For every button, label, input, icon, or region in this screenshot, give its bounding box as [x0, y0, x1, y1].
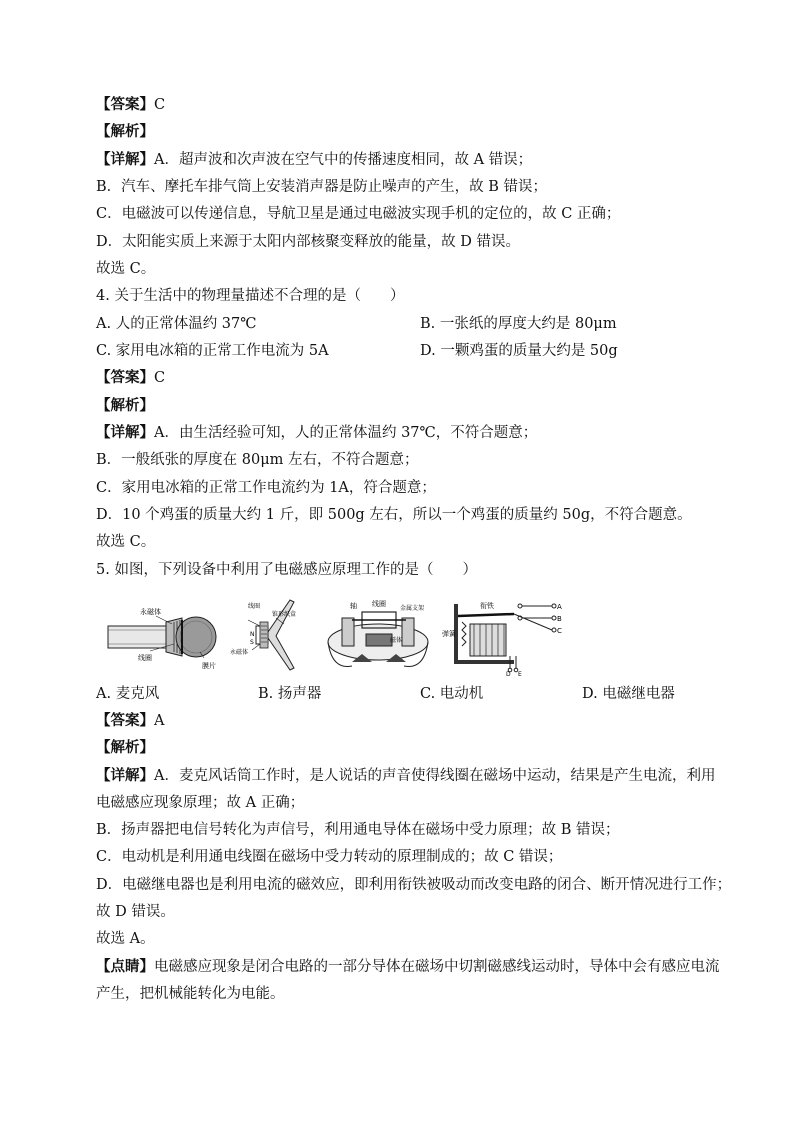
answer-tag: 【答案】 — [96, 370, 154, 386]
detail-text: A．超声波和次声波在空气中的传播速度相同，故 A 错误； — [154, 152, 533, 168]
speaker-figure — [228, 596, 308, 674]
figure-label: E — [518, 671, 522, 676]
q3-detail-line: D．太阳能实质上来源于太阳内部核聚变释放的能量，故 D 错误。 — [96, 234, 520, 250]
q3-detail-line — [96, 150, 532, 170]
q5-detail-line: 电磁感应现象原理；故 A 正确； — [96, 795, 305, 811]
q5-answer — [96, 711, 164, 731]
comment-text: 电磁感应现象是闭合电路的一部分导体在磁场中切割磁感线运动时，导体中会有感应电流 — [154, 959, 720, 975]
q5-comment-line — [96, 957, 720, 977]
q5-comment-line: 产生，把机械能转化为电能。 — [96, 986, 285, 1002]
q4-option-a: A. 人的正常体温约 37℃ — [96, 316, 257, 332]
q3-detail-line: C．电磁波可以传递信息，导航卫星是通过电磁波实现手机的定位的，故 C 正确； — [96, 206, 621, 222]
figure-label: D — [506, 671, 511, 676]
q3-detail-line: B．汽车、摩托车排气筒上安装消声器是防止噪声的产生，故 B 错误； — [96, 179, 548, 195]
answer-tag: 【答案】 — [96, 713, 154, 729]
figure-label: 金属支架 — [400, 605, 425, 612]
q4-option-d: D. 一颗鸡蛋的质量大约是 50g — [420, 343, 618, 359]
detail-tag: 【详解】 — [96, 425, 154, 441]
q3-answer — [96, 95, 165, 115]
figure-label: 弹簧 — [442, 630, 456, 638]
figure-label: 线圈 — [372, 600, 386, 608]
detail-text: A．由生活经验可知，人的正常体温约 37℃，不符合题意； — [154, 425, 538, 441]
detail-tag: 【详解】 — [96, 768, 154, 784]
figure-label: C — [557, 627, 562, 635]
figure-label: 线圈 — [248, 603, 261, 610]
figure-label: 磁体 — [390, 637, 403, 644]
q3-analysis-tag: 【解析】 — [96, 124, 154, 140]
comment-tag: 【点睛】 — [96, 959, 154, 975]
figure-label: 锥形纸盒 — [272, 611, 297, 618]
q5-option-d: D. 电磁继电器 — [582, 686, 675, 702]
q5-option-b: B. 扬声器 — [258, 686, 322, 702]
q5-option-a: A. 麦克风 — [96, 686, 160, 702]
answer-tag: 【答案】 — [96, 97, 154, 113]
q4-option-c: C. 家用电冰箱的正常工作电流为 5A — [96, 343, 329, 359]
q4-analysis-tag: 【解析】 — [96, 398, 154, 414]
q5-detail-line: 故 D 错误。 — [96, 904, 175, 920]
answer-value: A — [154, 713, 165, 729]
microphone-figure — [104, 600, 226, 672]
q4-detail-line — [96, 423, 537, 443]
q5-analysis-tag: 【解析】 — [96, 740, 154, 756]
q3-conclusion: 故选 C。 — [96, 261, 156, 277]
figure-label: 永磁体 — [230, 649, 249, 656]
figure-label: 线圈 — [138, 654, 152, 662]
q4-conclusion: 故选 C。 — [96, 534, 156, 550]
q4-detail-line: C．家用电冰箱的正常工作电流约为 1A，符合题意； — [96, 480, 436, 496]
figure-label: 膜片 — [202, 662, 216, 670]
detail-tag: 【详解】 — [96, 152, 154, 168]
q5-detail-line: B．扬声器把电信号转化为声信号，利用通电导体在磁场中受力原理；故 B 错误； — [96, 822, 620, 838]
q5-detail-line — [96, 766, 715, 786]
q4-option-b: B. 一张纸的厚度大约是 80μm — [420, 316, 617, 332]
figure-label: B — [557, 615, 562, 623]
motor-figure — [322, 596, 436, 674]
q4-detail-line: D．10 个鸡蛋的质量大约 1 斤，即 500g 左右，所以一个鸡蛋的质量约 50g，不符合题意。 — [96, 507, 692, 523]
q4-answer — [96, 368, 165, 388]
figure-label: 永磁体 — [140, 608, 161, 616]
figure-label: A — [557, 603, 562, 611]
figure-label: N — [250, 631, 255, 638]
answer-value: C — [154, 97, 166, 113]
figure-label: S — [250, 639, 254, 646]
q5-detail-line: D．电磁继电器也是利用电流的磁效应，即利用衔铁被吸动而改变电路的闭合、断开情况进行工作； — [96, 877, 732, 893]
q5-stem: 5. 如图，下列设备中利用了电磁感应原理工作的是（ ） — [96, 562, 477, 578]
q4-detail-line: B．一般纸张的厚度在 80μm 左右，不符合题意； — [96, 452, 419, 468]
detail-text: A．麦克风话筒工作时，是人说话的声音使得线圈在磁场中运动，结果是产生电流，利用 — [154, 768, 716, 784]
relay-figure — [440, 596, 564, 676]
q5-detail-line: C．电动机是利用通电线圈在磁场中受力转动的原理制成的；故 C 错误； — [96, 849, 563, 865]
q4-stem: 4. 关于生活中的物理量描述不合理的是（ ） — [96, 288, 405, 304]
q5-option-c: C. 电动机 — [420, 686, 484, 702]
q5-conclusion: 故选 A。 — [96, 931, 155, 947]
figure-label: 轴 — [350, 602, 357, 610]
answer-value: C — [154, 370, 166, 386]
figure-label: 衔铁 — [480, 602, 494, 610]
